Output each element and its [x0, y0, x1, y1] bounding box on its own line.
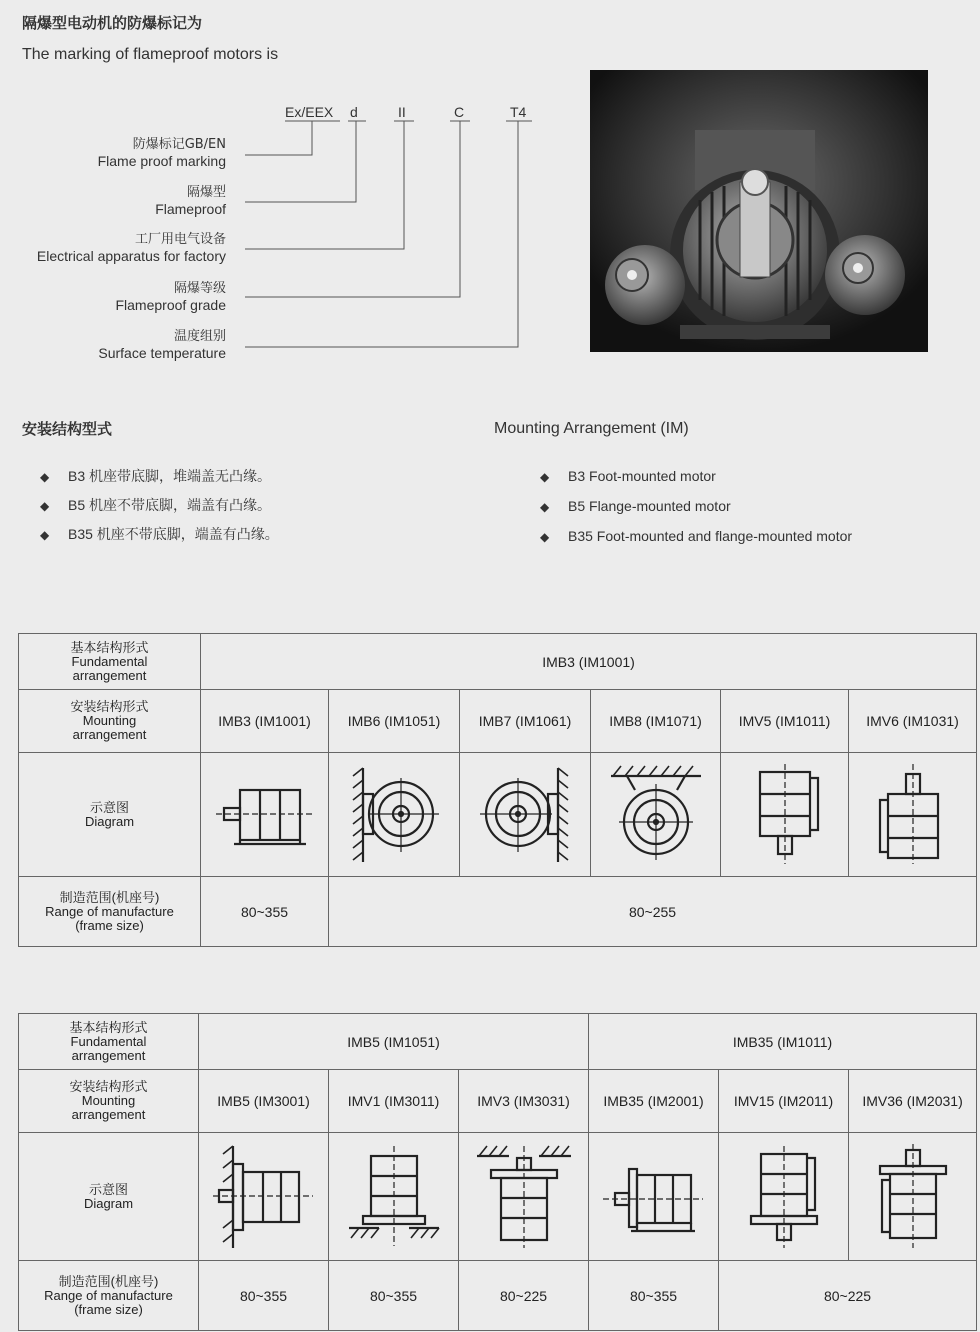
bullet-cn-2: ◆ B35 机座不带底脚，端盖有凸缘。	[40, 526, 279, 542]
diagram-imv15	[719, 1133, 849, 1261]
diagram-imb5	[199, 1133, 329, 1261]
diagram-imb6	[329, 753, 460, 877]
diagram-imb3	[201, 753, 329, 877]
diamond-bullet-icon: ◆	[540, 470, 550, 484]
marking-title-cn: 隔爆型电动机的防爆标记为	[22, 14, 203, 32]
row-header-fundamental: 基本结构形式 Fundamental arrangement	[19, 1014, 199, 1070]
code-c: C	[454, 104, 465, 120]
mounting-title-cn: 安装结构型式	[22, 420, 113, 438]
row-header-mounting: 安装结构形式 Mounting arrangement	[19, 690, 201, 753]
type-label: IMB3 (IM1001)	[201, 690, 329, 753]
diagram-imb35	[589, 1133, 719, 1261]
motor-diagram-icon	[210, 770, 320, 860]
diagram-imb7	[460, 753, 591, 877]
row-header-diagram: 示意图 Diagram	[19, 753, 201, 877]
code-ex: Ex/EEX	[285, 104, 334, 120]
row-header-fundamental: 基本结构形式 Fundamental arrangement	[19, 634, 201, 690]
bullet-cn-1: ◆ B5 机座不带底脚，端盖有凸缘。	[40, 497, 272, 513]
marking-title-en: The marking of flameproof motors is	[22, 46, 279, 63]
diamond-bullet-icon: ◆	[40, 499, 50, 513]
diagram-imv5	[721, 753, 849, 877]
type-label: IMB5 (IM3001)	[199, 1070, 329, 1133]
diagram-imv6	[849, 753, 977, 877]
marking-label-3: 隔爆等级 Flameproof grade	[115, 281, 226, 313]
bullet-en-1: ◆ B5 Flange-mounted motor	[540, 498, 731, 514]
bullet-en-0: ◆ B3 Foot-mounted motor	[540, 468, 716, 484]
mounting-table-2	[18, 1013, 977, 1331]
motor-diagram-icon	[858, 1142, 968, 1252]
diagram-imv36	[849, 1133, 977, 1261]
motor-diagram-icon	[729, 1142, 839, 1252]
type-label: IMB7 (IM1061)	[460, 690, 591, 753]
type-label: IMB6 (IM1051)	[329, 690, 460, 753]
type-label: IMV15 (IM2011)	[719, 1070, 849, 1133]
code-d: d	[350, 104, 358, 120]
diagram-imb8	[591, 753, 721, 877]
range-cell: 80~255	[329, 877, 977, 947]
code-t4: T4	[510, 104, 527, 120]
row-header-mounting: 安装结构形式 Mounting arrangement	[19, 1070, 199, 1133]
group-label: IMB5 (IM1051)	[199, 1014, 589, 1070]
motor-diagram-icon	[339, 1142, 449, 1252]
type-label: IMB8 (IM1071)	[591, 690, 721, 753]
range-cell: 80~355	[329, 1261, 459, 1331]
diamond-bullet-icon: ◆	[540, 530, 550, 544]
marking-label-2: 工厂用电气设备 Electrical apparatus for factory	[36, 232, 226, 264]
diamond-bullet-icon: ◆	[40, 528, 50, 542]
motor-diagram-icon	[469, 1142, 579, 1252]
group-label: IMB3 (IM1001)	[201, 634, 977, 690]
diamond-bullet-icon: ◆	[540, 500, 550, 514]
type-label: IMV36 (IM2031)	[849, 1070, 977, 1133]
row-header-range: 制造范围(机座号) Range of manufacture (frame size)	[19, 1261, 199, 1331]
range-cell: 80~225	[459, 1261, 589, 1331]
motor-photo	[590, 70, 928, 352]
motor-diagram-icon	[601, 760, 711, 870]
range-cell: 80~225	[719, 1261, 977, 1331]
marking-label-0: 防爆标记GB/EN Flame proof marking	[97, 137, 226, 169]
motor-diagram-icon	[209, 1142, 319, 1252]
type-label: IMV5 (IM1011)	[721, 690, 849, 753]
code-ii: II	[398, 104, 406, 120]
range-cell: 80~355	[201, 877, 329, 947]
row-header-range: 制造范围(机座号) Range of manufacture (frame size)	[19, 877, 201, 947]
bullet-en-2: ◆ B35 Foot-mounted and flange-mounted motor	[540, 528, 853, 544]
motor-diagram-icon	[599, 1147, 709, 1247]
type-label: IMV1 (IM3011)	[329, 1070, 459, 1133]
type-label: IMV3 (IM3031)	[459, 1070, 589, 1133]
motor-diagram-icon	[730, 760, 840, 870]
mounting-title-en: Mounting Arrangement (IM)	[494, 420, 689, 437]
marking-label-1: 隔爆型 Flameproof	[155, 185, 226, 217]
range-cell: 80~355	[199, 1261, 329, 1331]
motor-diagram-icon	[858, 760, 968, 870]
type-label: IMV6 (IM1031)	[849, 690, 977, 753]
motor-diagram-icon	[339, 760, 449, 870]
diamond-bullet-icon: ◆	[40, 470, 50, 484]
diagram-imv3	[459, 1133, 589, 1261]
type-label: IMB35 (IM2001)	[589, 1070, 719, 1133]
diagram-imv1	[329, 1133, 459, 1261]
row-header-diagram: 示意图 Diagram	[19, 1133, 199, 1261]
mounting-table-1	[18, 633, 977, 947]
range-cell: 80~355	[589, 1261, 719, 1331]
marking-label-4: 温度组别 Surface temperature	[98, 329, 226, 361]
group-label: IMB35 (IM1011)	[589, 1014, 977, 1070]
motor-diagram-icon	[470, 760, 580, 870]
bullet-cn-0: ◆ B3 机座带底脚，堆端盖无凸缘。	[40, 468, 272, 484]
